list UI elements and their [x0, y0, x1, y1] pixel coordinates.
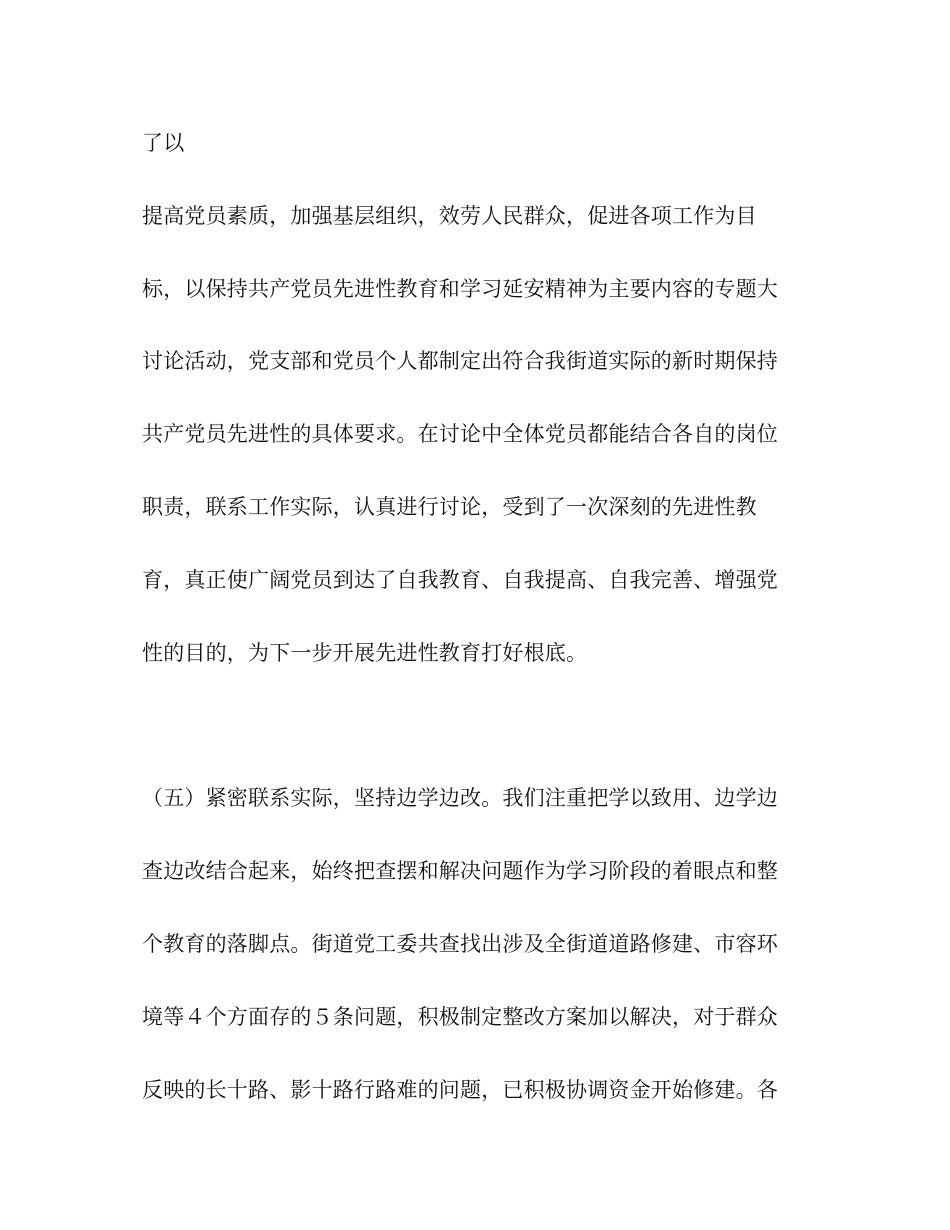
- text-line: 育，真正使广阔党员到达了自我教育、自我提高、自我完善、增强党: [142, 568, 778, 592]
- text-line: 查边改结合起来，始终把查摆和解决问题作为学习阶段的着眼点和整: [142, 859, 778, 883]
- text-line: 标，以保持共产党员先进性教育和学习延安精神为主要内容的专题大: [142, 277, 778, 301]
- text-line: （五）紧密联系实际，坚持边学边改。我们注重把学以致用、边学边: [142, 786, 778, 810]
- text-line: 提高党员素质，加强基层组织，效劳人民群众，促进各项工作为目: [142, 204, 757, 228]
- text-line: 性的目的，为下一步开展先进性教育打好根底。: [142, 641, 588, 665]
- text-line: 了以: [142, 131, 185, 155]
- text-line: 个教育的落脚点。街道党工委共查找出涉及全街道道路修建、市容环: [142, 932, 778, 956]
- text-line: 境等４个方面存的５条问题，积极制定整改方案加以解决，对于群众: [142, 1005, 778, 1029]
- text-line: 讨论活动，党支部和党员个人都制定出符合我街道实际的新时期保持: [142, 349, 778, 373]
- text-line: 共产党员先进性的具体要求。在讨论中全体党员都能结合各自的岗位: [142, 422, 778, 446]
- text-line: 反映的长十路、影十路行路难的问题，已积极协调资金开始修建。各: [142, 1078, 778, 1102]
- text-line: 职责，联系工作实际，认真进行讨论，受到了一次深刻的先进性教: [142, 495, 757, 519]
